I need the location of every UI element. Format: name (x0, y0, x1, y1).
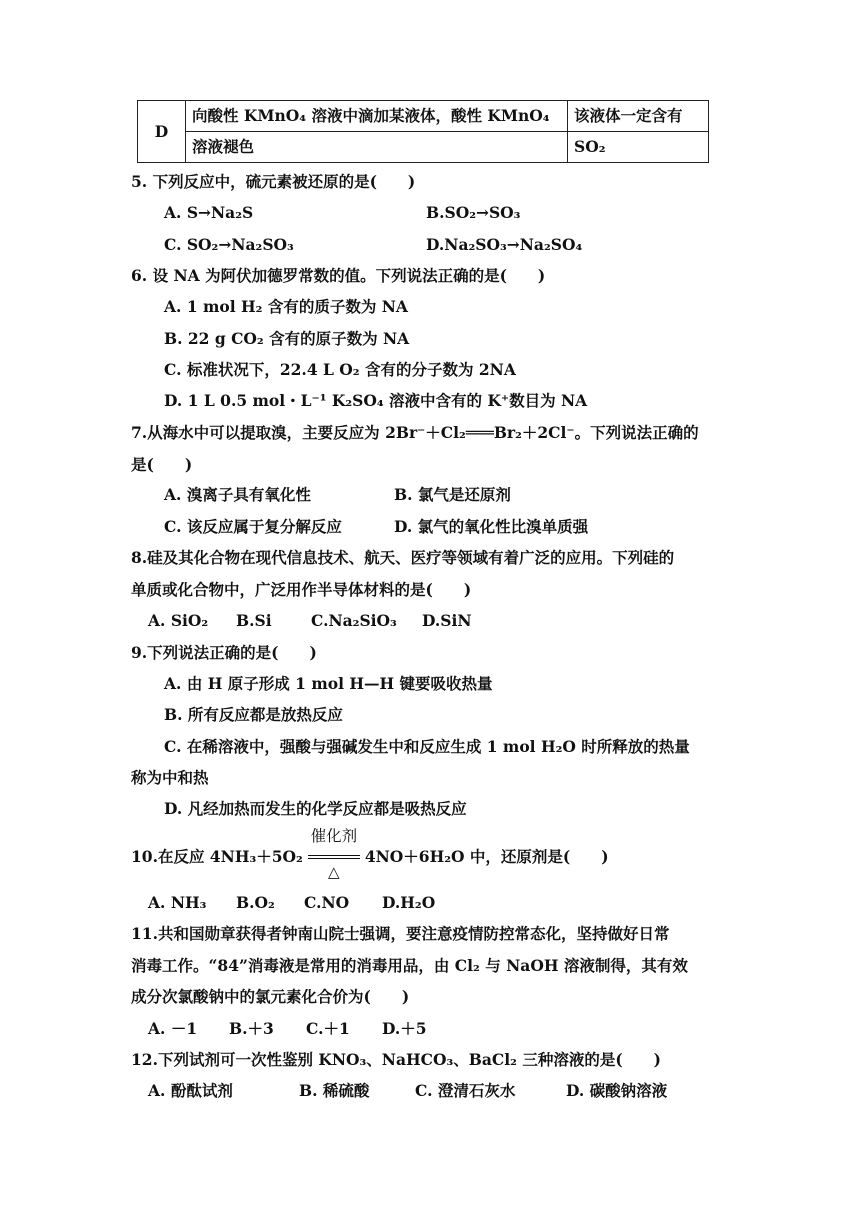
question-11-option-a: A. －1 (148, 1019, 198, 1038)
question-10-option-a: A. NH₃ (148, 893, 207, 912)
question-5-option-d: D.Na₂SO₃→Na₂SO₄ (426, 235, 583, 254)
question-9-option-a: A. 由 H 原子形成 1 mol H—H 键要吸收热量 (164, 674, 493, 693)
question-10-stem-after: 4NO＋6H₂O 中，还原剂是( ) (364, 847, 609, 866)
question-6-option-c: C. 标准状况下，22.4 L O₂ 含有的分子数为 2NA (164, 360, 516, 379)
question-8-option-b: B.Si (236, 611, 272, 630)
question-11-stem-line2: 消毒工作。“84”消毒液是常用的消毒用品，由 Cl₂ 与 NaOH 溶液制得，其有效 (131, 956, 688, 975)
question-11-option-d: D.＋5 (382, 1019, 427, 1038)
question-5-option-b: B.SO₂→SO₃ (426, 203, 521, 222)
question-7-option-a: A. 溴离子具有氧化性 (164, 485, 311, 504)
option-table (137, 100, 709, 163)
question-9-stem: 9.下列说法正确的是( ) (131, 643, 317, 662)
question-10-option-d: D.H₂O (382, 893, 436, 912)
question-9-option-b: B. 所有反应都是放热反应 (164, 705, 343, 724)
question-10-option-b: B.O₂ (236, 893, 275, 912)
question-12-option-c: C. 澄清石灰水 (415, 1081, 516, 1100)
question-8-stem-line1: 8.硅及其化合物在现代信息技术、航天、医疗等领域有着广泛的应用。下列硅的 (131, 548, 675, 567)
conclusion-line1: 该液体一定含有 (568, 101, 709, 132)
question-7-stem-line2: 是( ) (131, 455, 193, 474)
catalyst-label: 催化剂 (310, 827, 358, 845)
question-7-stem-line1: 7.从海水中可以提取溴，主要反应为 2Br⁻＋Cl₂═══Br₂＋2Cl⁻。下列说法正确的 (131, 423, 699, 442)
question-12-stem: 12.下列试剂可一次性鉴别 KNO₃、NaHCO₃、BaCl₂ 三种溶液的是( ) (131, 1050, 661, 1069)
table-row (138, 132, 709, 163)
conclusion-line2: SO₂ (568, 132, 709, 163)
option-label: D (138, 101, 186, 163)
question-9-option-d: D. 凡经加热而发生的化学反应都是吸热反应 (164, 799, 467, 818)
question-12-option-d: D. 碳酸钠溶液 (566, 1081, 668, 1100)
question-6-stem: 6. 设 NA 为阿伏加德罗常数的值。下列说法正确的是( ) (131, 266, 546, 285)
question-11-stem-line3: 成分次氯酸钠中的氯元素化合价为( ) (131, 987, 410, 1006)
question-7-option-d: D. 氯气的氧化性比溴单质强 (394, 517, 589, 536)
question-7-option-c: C. 该反应属于复分解反应 (164, 517, 342, 536)
question-11-stem-line1: 11.共和国勋章获得者钟南山院士强调，要注意疫情防控常态化，坚持做好日常 (131, 924, 670, 943)
question-8-stem-line2: 单质或化合物中，广泛用作半导体材料的是( ) (131, 580, 472, 599)
question-12-option-b: B. 稀硫酸 (299, 1081, 370, 1100)
question-6-option-a: A. 1 mol H₂ 含有的质子数为 NA (164, 297, 408, 316)
question-5-option-a: A. S→Na₂S (164, 203, 254, 222)
catalyst-reaction-arrow (306, 827, 362, 881)
question-8-option-c: C.Na₂SiO₃ (311, 611, 397, 630)
experiment-description-line1: 向酸性 KMnO₄ 溶液中滴加某液体，酸性 KMnO₄ (186, 101, 568, 132)
heat-triangle-icon: △ (328, 863, 340, 881)
question-11-option-b: B.＋3 (229, 1019, 274, 1038)
question-10-stem (131, 827, 609, 881)
question-11-option-c: C.＋1 (306, 1019, 350, 1038)
question-5-option-c: C. SO₂→Na₂SO₃ (164, 235, 294, 254)
question-6-option-d: D. 1 L 0.5 mol・L⁻¹ K₂SO₄ 溶液中含有的 K⁺数目为 NA (164, 391, 588, 410)
question-12-option-a: A. 酚酞试剂 (148, 1081, 233, 1100)
question-8-option-d: D.SiN (422, 611, 472, 630)
question-7-option-b: B. 氯气是还原剂 (394, 485, 511, 504)
question-6-option-b: B. 22 g CO₂ 含有的原子数为 NA (164, 329, 410, 348)
question-10-option-c: C.NO (304, 893, 350, 912)
table-row (138, 101, 709, 132)
question-9-option-c-line2: 称为中和热 (131, 768, 209, 787)
question-10-stem-before: 10.在反应 4NH₃＋5O₂ (131, 847, 303, 866)
question-5-stem: 5. 下列反应中，硫元素被还原的是( ) (131, 172, 416, 191)
question-9-option-c-line1: C. 在稀溶液中，强酸与强碱发生中和反应生成 1 mol H₂O 时所释放的热量 (164, 737, 690, 756)
question-8-option-a: A. SiO₂ (148, 611, 209, 630)
experiment-description-line2: 溶液褪色 (186, 132, 568, 163)
